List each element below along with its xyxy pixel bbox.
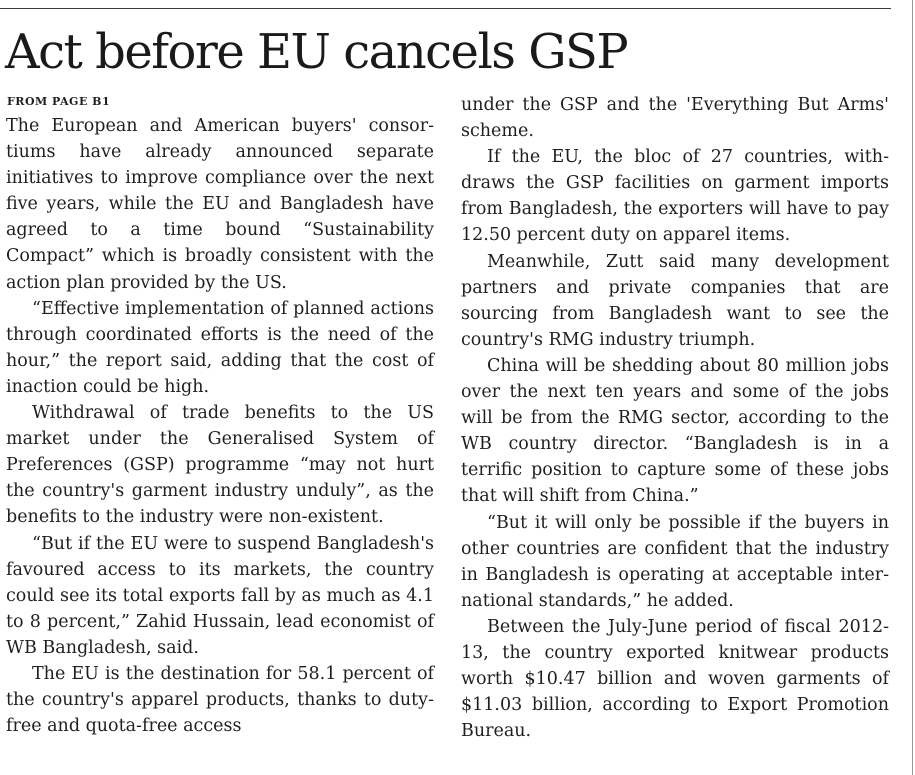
paragraph: “But it will only be possible if the buyers in other countries are confident that the industry in Bangladesh is operating at acceptable international standards,” he added. <box>461 512 889 611</box>
top-rule <box>0 8 891 9</box>
paragraph: Between the July-June period of fiscal 2012-13, the country exported knitwear products worth $10.47 billion and woven garments of $11.03 billion, according to Export Promotion Bureau. <box>461 616 889 742</box>
continued-from-label: FROM PAGE B1 <box>7 95 111 108</box>
paragraph: “Effective implementation of planned actions through coordinated efforts is the need of the hour,” the report said, adding that the cost of inaction could be high. <box>6 298 434 397</box>
paragraph: “But if the EU were to suspend Bangladesh's favoured access to its markets, the country could see its total exports fall by as much as 4.1 to 8 percent,” Zahid Hussain, lead economist of WB Bangladesh, said. <box>6 533 434 658</box>
paragraph: under the GSP and the 'Everything But Arms' scheme. <box>461 95 889 142</box>
paragraph: Withdrawal of trade benefits to the US market under the Generalised System of Preferences (GSP) programme “may not hurt the country's garment industry unduly”, as the benefits to the industry were non-existent. <box>6 403 434 528</box>
right-column <box>461 92 889 744</box>
column-edge-rule <box>912 0 913 775</box>
paragraph: The EU is the destination for 58.1 percent of the country's apparel products, thanks to duty-free and quota-free access <box>6 663 434 737</box>
headline: Act before EU cancels GSP <box>5 24 628 80</box>
paragraph: China will be shedding about 80 million jobs over the next ten years and some of the jobs will be from the RMG sector, according to the WB country director. “Bangladesh is in a terrific position to capture some of these jobs that will shift from China.” <box>461 355 889 507</box>
left-column <box>6 113 434 739</box>
paragraph: The European and American buyers' consortiums have already announced separate initiatives to improve compliance over the next five years, while the EU and Bangladesh have agreed to a time bound “Sustainability Compact” which is broadly consistent with the action plan provided by the US. <box>6 116 434 293</box>
paragraph: If the EU, the bloc of 27 countries, withdraws the GSP facilities on garment imports from Bangladesh, the exporters will have to pay 12.50 percent duty on apparel items. <box>461 147 889 246</box>
paragraph: Meanwhile, Zutt said many development partners and private companies that are sourcing from Bangladesh want to see the country's RMG industry triumph. <box>461 251 889 350</box>
